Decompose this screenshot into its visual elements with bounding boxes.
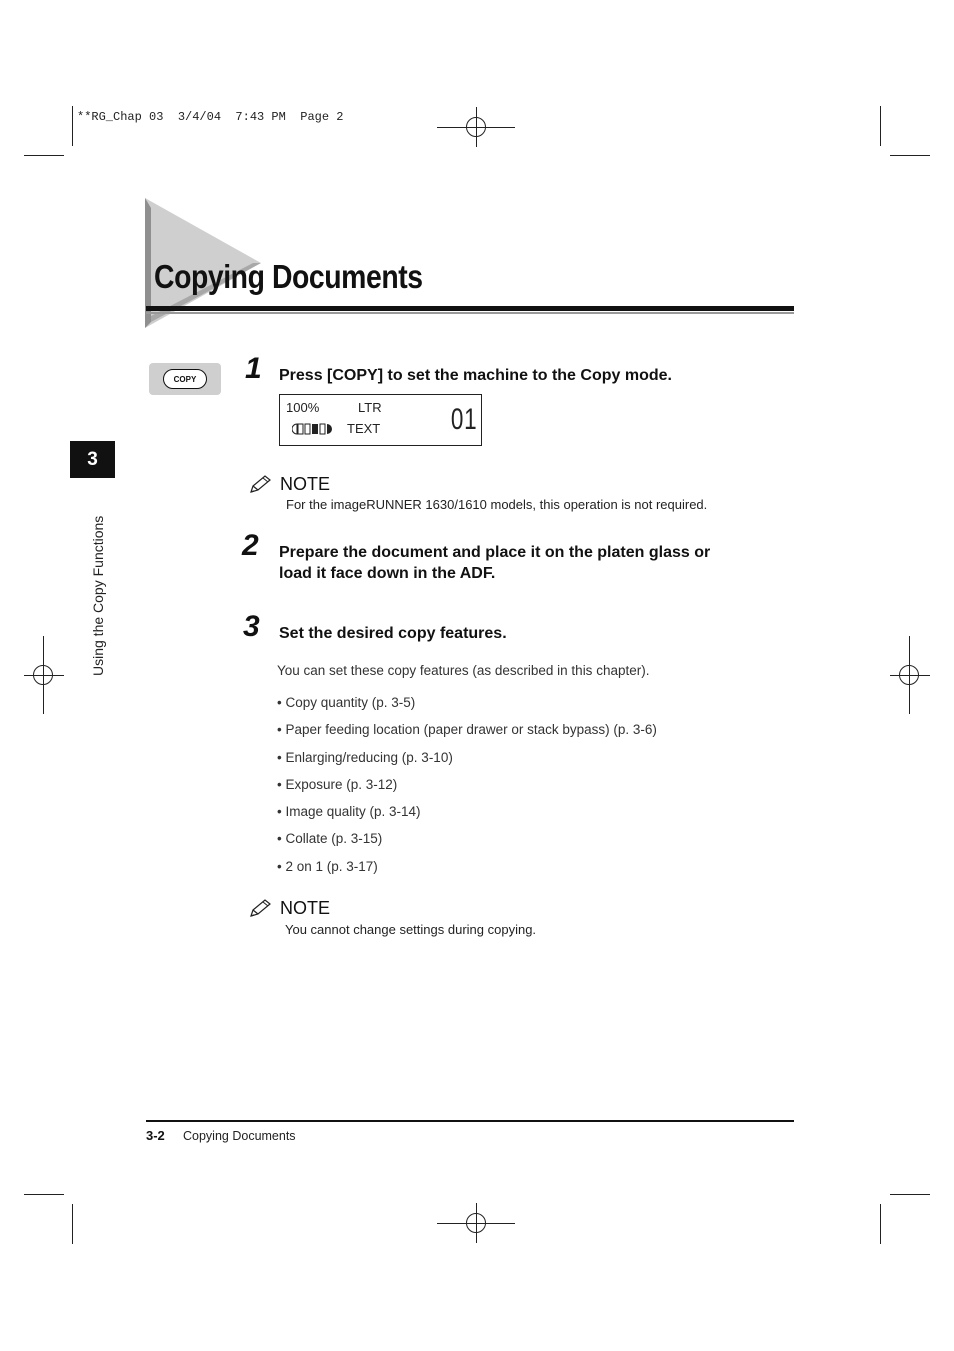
pencil-icon xyxy=(249,474,273,494)
pencil-icon xyxy=(249,898,273,918)
feature-item: • Exposure (p. 3-12) xyxy=(277,777,398,792)
title-rule xyxy=(146,306,794,311)
copy-key-illustration xyxy=(149,363,221,395)
feature-item: • Image quality (p. 3-14) xyxy=(277,804,421,819)
printer-slug: **RG_Chap 03 3/4/04 7:43 PM Page 2 xyxy=(77,110,344,124)
chapter-side-label: Using the Copy Functions xyxy=(90,515,106,676)
step-3-number: 3 xyxy=(243,610,260,643)
exposure-scale-icon xyxy=(292,423,338,435)
lcd-paper: LTR xyxy=(358,400,382,415)
lcd-count: 01 xyxy=(450,403,477,436)
step-1-number: 1 xyxy=(245,352,262,385)
lcd-zoom: 100% xyxy=(286,400,320,415)
step-3-text: Set the desired copy features. xyxy=(279,625,507,642)
note-1-heading: NOTE xyxy=(280,474,331,494)
footer-title: Copying Documents xyxy=(183,1129,296,1143)
note-2-heading: NOTE xyxy=(280,898,331,918)
lcd-display xyxy=(279,394,482,446)
footer-rule xyxy=(146,1120,794,1122)
step-2-text-line-2: load it face down in the ADF. xyxy=(279,565,496,582)
feature-item: • Collate (p. 3-15) xyxy=(277,831,383,846)
feature-item: • Copy quantity (p. 3-5) xyxy=(277,695,416,710)
copy-key-label: COPY xyxy=(163,369,207,389)
feature-item: • Paper feeding location (paper drawer or stack bypass) (p. 3-6) xyxy=(277,722,657,737)
step-2-number: 2 xyxy=(242,529,259,562)
step-1-text: Press [COPY] to set the machine to the Copy mode. xyxy=(279,367,672,384)
note-2-body: You cannot change settings during copying. xyxy=(285,922,537,937)
step-2-text-line-1: Prepare the document and place it on the platen glass or xyxy=(279,544,711,561)
feature-item: • Enlarging/reducing (p. 3-10) xyxy=(277,750,453,765)
lcd-mode: TEXT xyxy=(347,421,381,436)
title-rule-shadow xyxy=(146,312,794,314)
page-title: Copying Documents xyxy=(154,258,423,295)
footer-page-number: 3-2 xyxy=(146,1128,165,1143)
features-intro: You can set these copy features (as described in this chapter). xyxy=(277,663,650,678)
chapter-tab: 3 xyxy=(70,441,115,478)
note-1-body: For the imageRUNNER 1630/1610 models, this operation is not required. xyxy=(286,497,708,512)
feature-item: • 2 on 1 (p. 3-17) xyxy=(277,859,378,874)
